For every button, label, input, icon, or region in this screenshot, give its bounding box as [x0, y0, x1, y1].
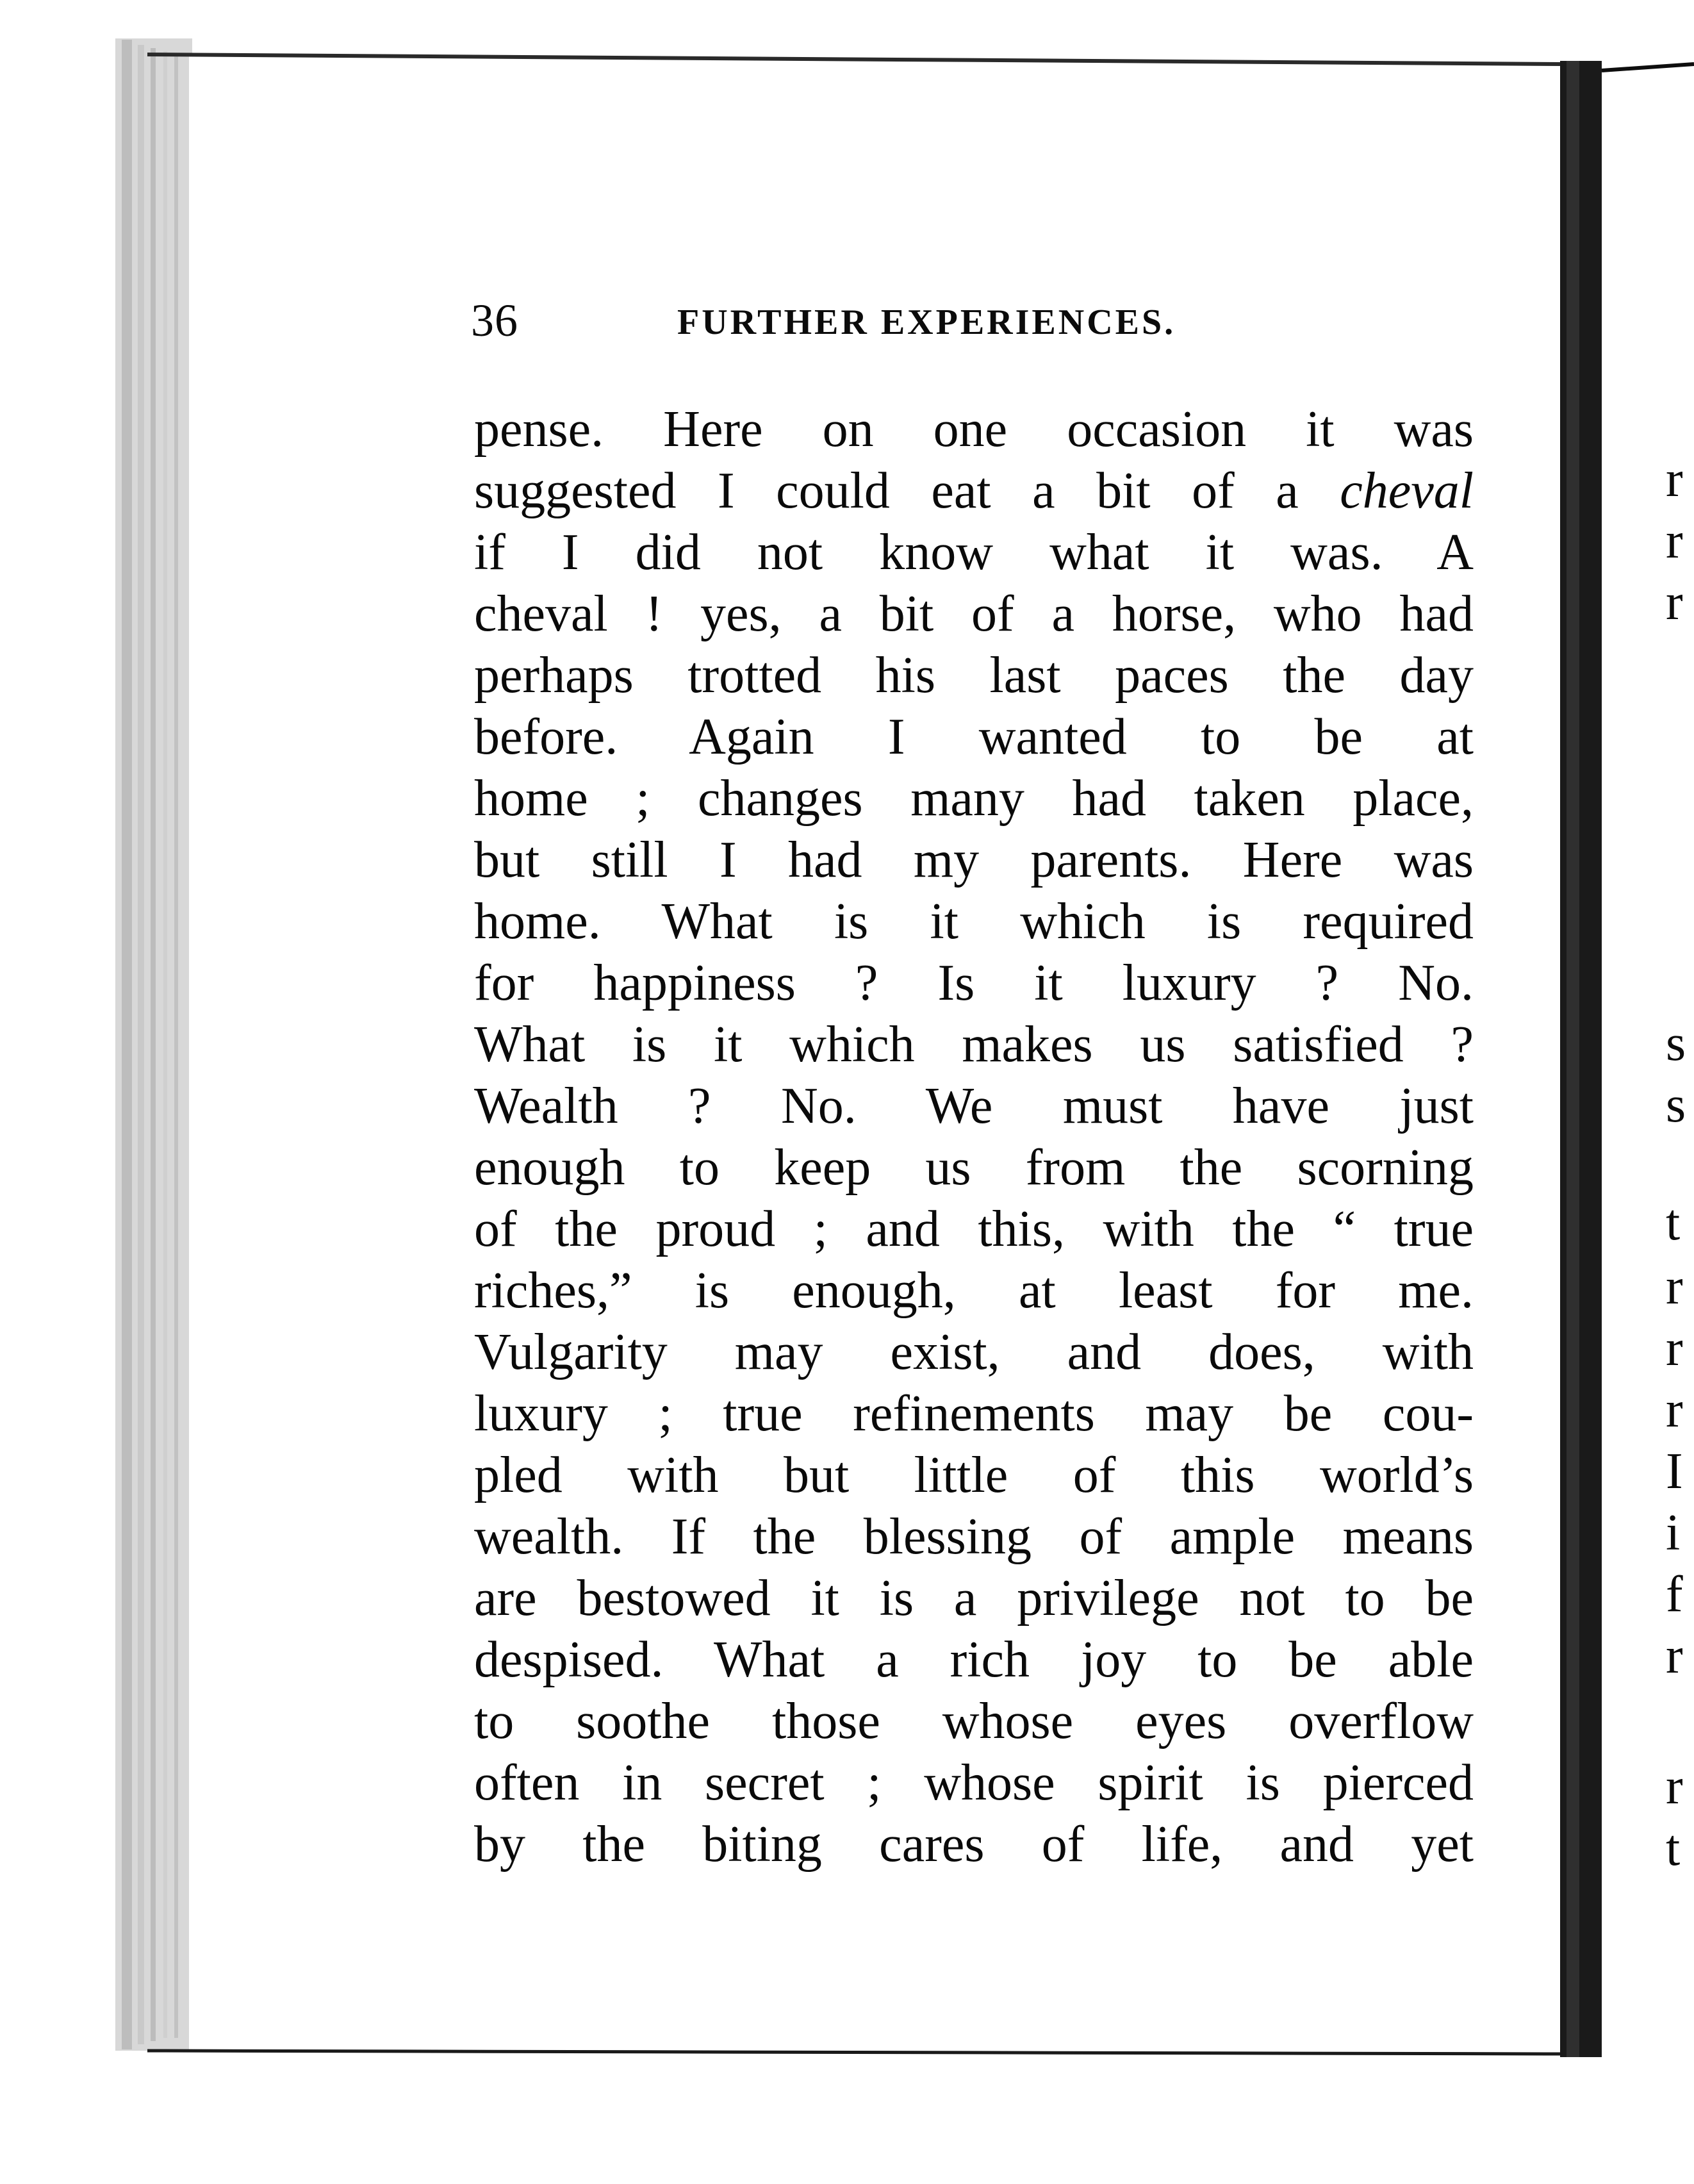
- adjacent-page-fragment: I: [1666, 1443, 1683, 1500]
- text-line: before. Again I wanted to be at: [474, 709, 1474, 765]
- text-line: pled with but little of this world’s: [474, 1447, 1474, 1503]
- adjacent-page-fragment: r: [1666, 513, 1683, 569]
- adjacent-page-fragment: s: [1666, 1077, 1686, 1133]
- text-line: of the proud ; and this, with the “ true: [474, 1201, 1474, 1257]
- adjacent-page-fragment: r: [1666, 1758, 1683, 1815]
- text-line: for happiness ? Is it luxury ? No.: [474, 955, 1474, 1011]
- italic-word: cheval: [1340, 463, 1474, 519]
- body-text: [474, 399, 1474, 1875]
- text-line: are bestowed it is a privilege not to be: [474, 1570, 1474, 1626]
- text-line: enough to keep us from the scorning: [474, 1139, 1474, 1196]
- adjacent-page-fragment: r: [1666, 574, 1683, 631]
- adjacent-page-fragment: r: [1666, 1382, 1683, 1438]
- running-head: FURTHER EXPERIENCES.: [677, 302, 1176, 342]
- text-line: [474, 460, 1474, 522]
- adjacent-page-fragment: t: [1666, 1820, 1681, 1876]
- adjacent-page-fragment: i: [1666, 1505, 1681, 1561]
- adjacent-page-fragment: r: [1666, 1259, 1683, 1315]
- adjacent-page-fragment: r: [1666, 1628, 1683, 1684]
- adjacent-page-fragment: s: [1666, 1015, 1686, 1071]
- text-line: wealth. If the blessing of ample means: [474, 1509, 1474, 1565]
- text-line: if I did not know what it was. A: [474, 524, 1474, 581]
- text-line: often in secret ; whose spirit is pierced: [474, 1755, 1474, 1811]
- text-line: cheval ! yes, a bit of a horse, who had: [474, 586, 1474, 642]
- text-line: but still I had my parents. Here was: [474, 832, 1474, 888]
- text-line-start: suggested I could eat a bit of a: [474, 463, 1340, 519]
- adjacent-page-fragment: t: [1666, 1195, 1681, 1251]
- page-header: [471, 292, 1253, 349]
- text-line: by the biting cares of life, and yet: [474, 1816, 1474, 1873]
- text-line: perhaps trotted his last paces the day: [474, 647, 1474, 704]
- text-line: to soothe those whose eyes overflow: [474, 1693, 1474, 1750]
- adjacent-page-fragment: f: [1666, 1566, 1683, 1623]
- text-line: despised. What a rich joy to be able: [474, 1632, 1474, 1688]
- adjacent-page-fragment: r: [1666, 1320, 1683, 1377]
- text-line: home ; changes many had taken place,: [474, 770, 1474, 827]
- adjacent-page-fragment: r: [1666, 451, 1683, 508]
- page-number: 36: [471, 295, 518, 346]
- text-line: Vulgarity may exist, and does, with: [474, 1324, 1474, 1380]
- text-line: home. What is it which is required: [474, 893, 1474, 950]
- text-line: pense. Here on one occasion it was: [474, 401, 1474, 458]
- text-line: What is it which makes us satisfied ?: [474, 1016, 1474, 1073]
- text-line: luxury ; true refinements may be cou-: [474, 1386, 1474, 1442]
- text-line: Wealth ? No. We must have just: [474, 1078, 1474, 1134]
- text-line: riches,” is enough, at least for me.: [474, 1262, 1474, 1319]
